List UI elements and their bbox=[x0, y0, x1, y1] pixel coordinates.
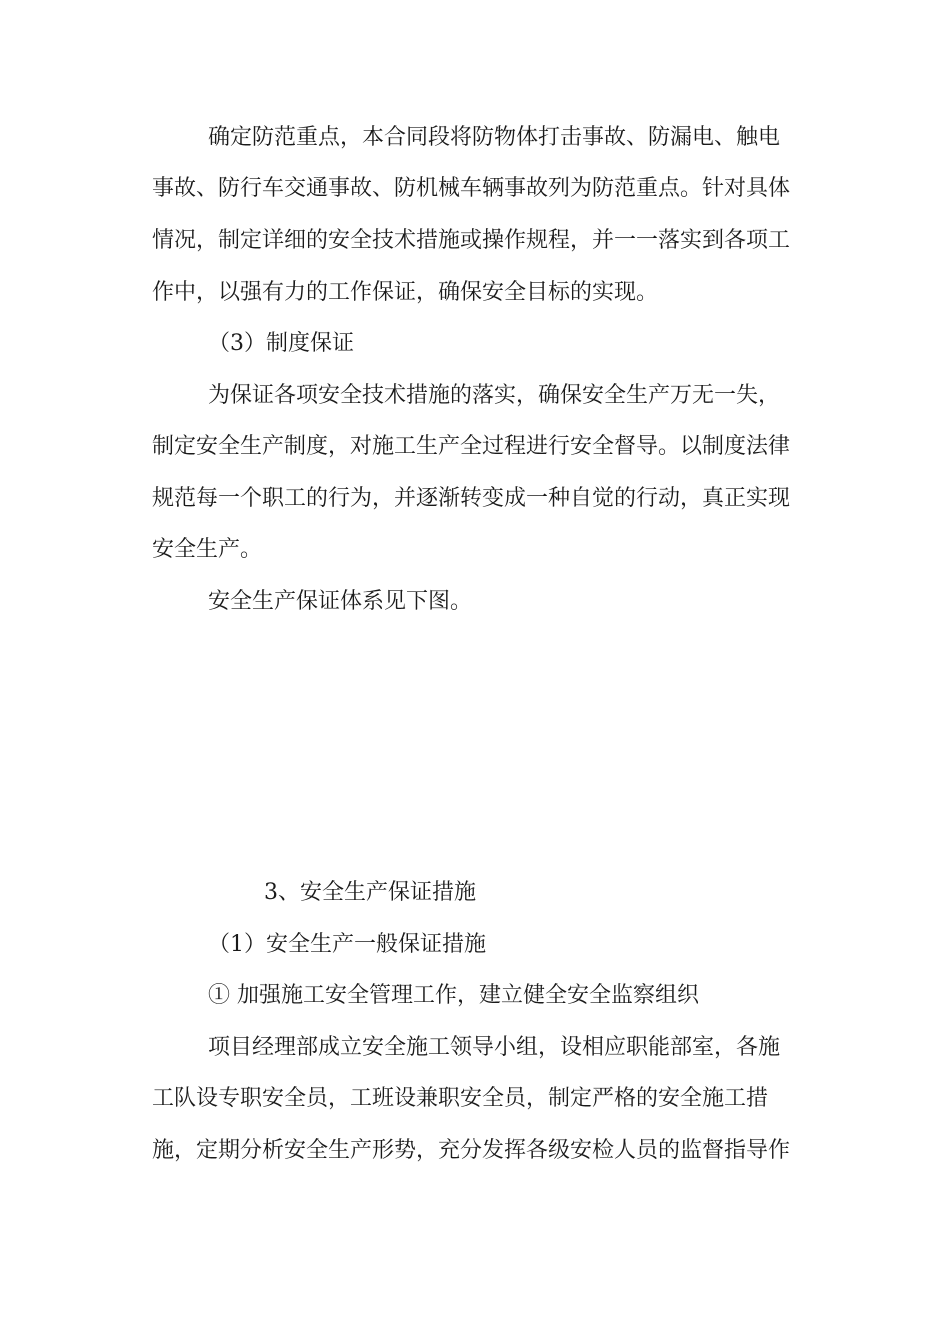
paragraph-line: 项目经理部成立安全施工领导小组，设相应职能部室，各施 bbox=[208, 1035, 781, 1060]
paragraph-line: 作中，以强有力的工作保证，确保安全目标的实现。 bbox=[152, 280, 659, 305]
item-heading-1: ① 加强施工安全管理工作，建立健全安全监察组织 bbox=[208, 983, 699, 1008]
paragraph-line: 确定防范重点，本合同段将防物体打击事故、防漏电、触电 bbox=[208, 125, 781, 150]
paragraph-line: 施，定期分析安全生产形势，充分发挥各级安检人员的监督指导作 bbox=[152, 1138, 791, 1163]
paragraph-line: 为保证各项安全技术措施的落实，确保安全生产万无一失， bbox=[208, 383, 781, 408]
paragraph-line: 事故、防行车交通事故、防机械车辆事故列为防范重点。针对具体 bbox=[152, 176, 791, 201]
paragraph-line: 制定安全生产制度，对施工生产全过程进行安全督导。以制度法律 bbox=[152, 434, 791, 459]
paragraph-line: 工队设专职安全员，工班设兼职安全员，制定严格的安全施工措 bbox=[152, 1086, 769, 1111]
subsection-heading-1: （1）安全生产一般保证措施 bbox=[208, 932, 486, 957]
paragraph-line: 情况，制定详细的安全技术措施或操作规程，并一一落实到各项工 bbox=[152, 228, 791, 253]
paragraph-line: 安全生产。 bbox=[152, 537, 263, 562]
section-title: 3、安全生产保证措施 bbox=[264, 880, 476, 905]
paragraph-line: 规范每一个职工的行为，并逐渐转变成一种自觉的行动，真正实现 bbox=[152, 486, 791, 511]
section-heading-3: （3）制度保证 bbox=[208, 331, 354, 356]
figure-reference-line: 安全生产保证体系见下图。 bbox=[208, 589, 473, 614]
